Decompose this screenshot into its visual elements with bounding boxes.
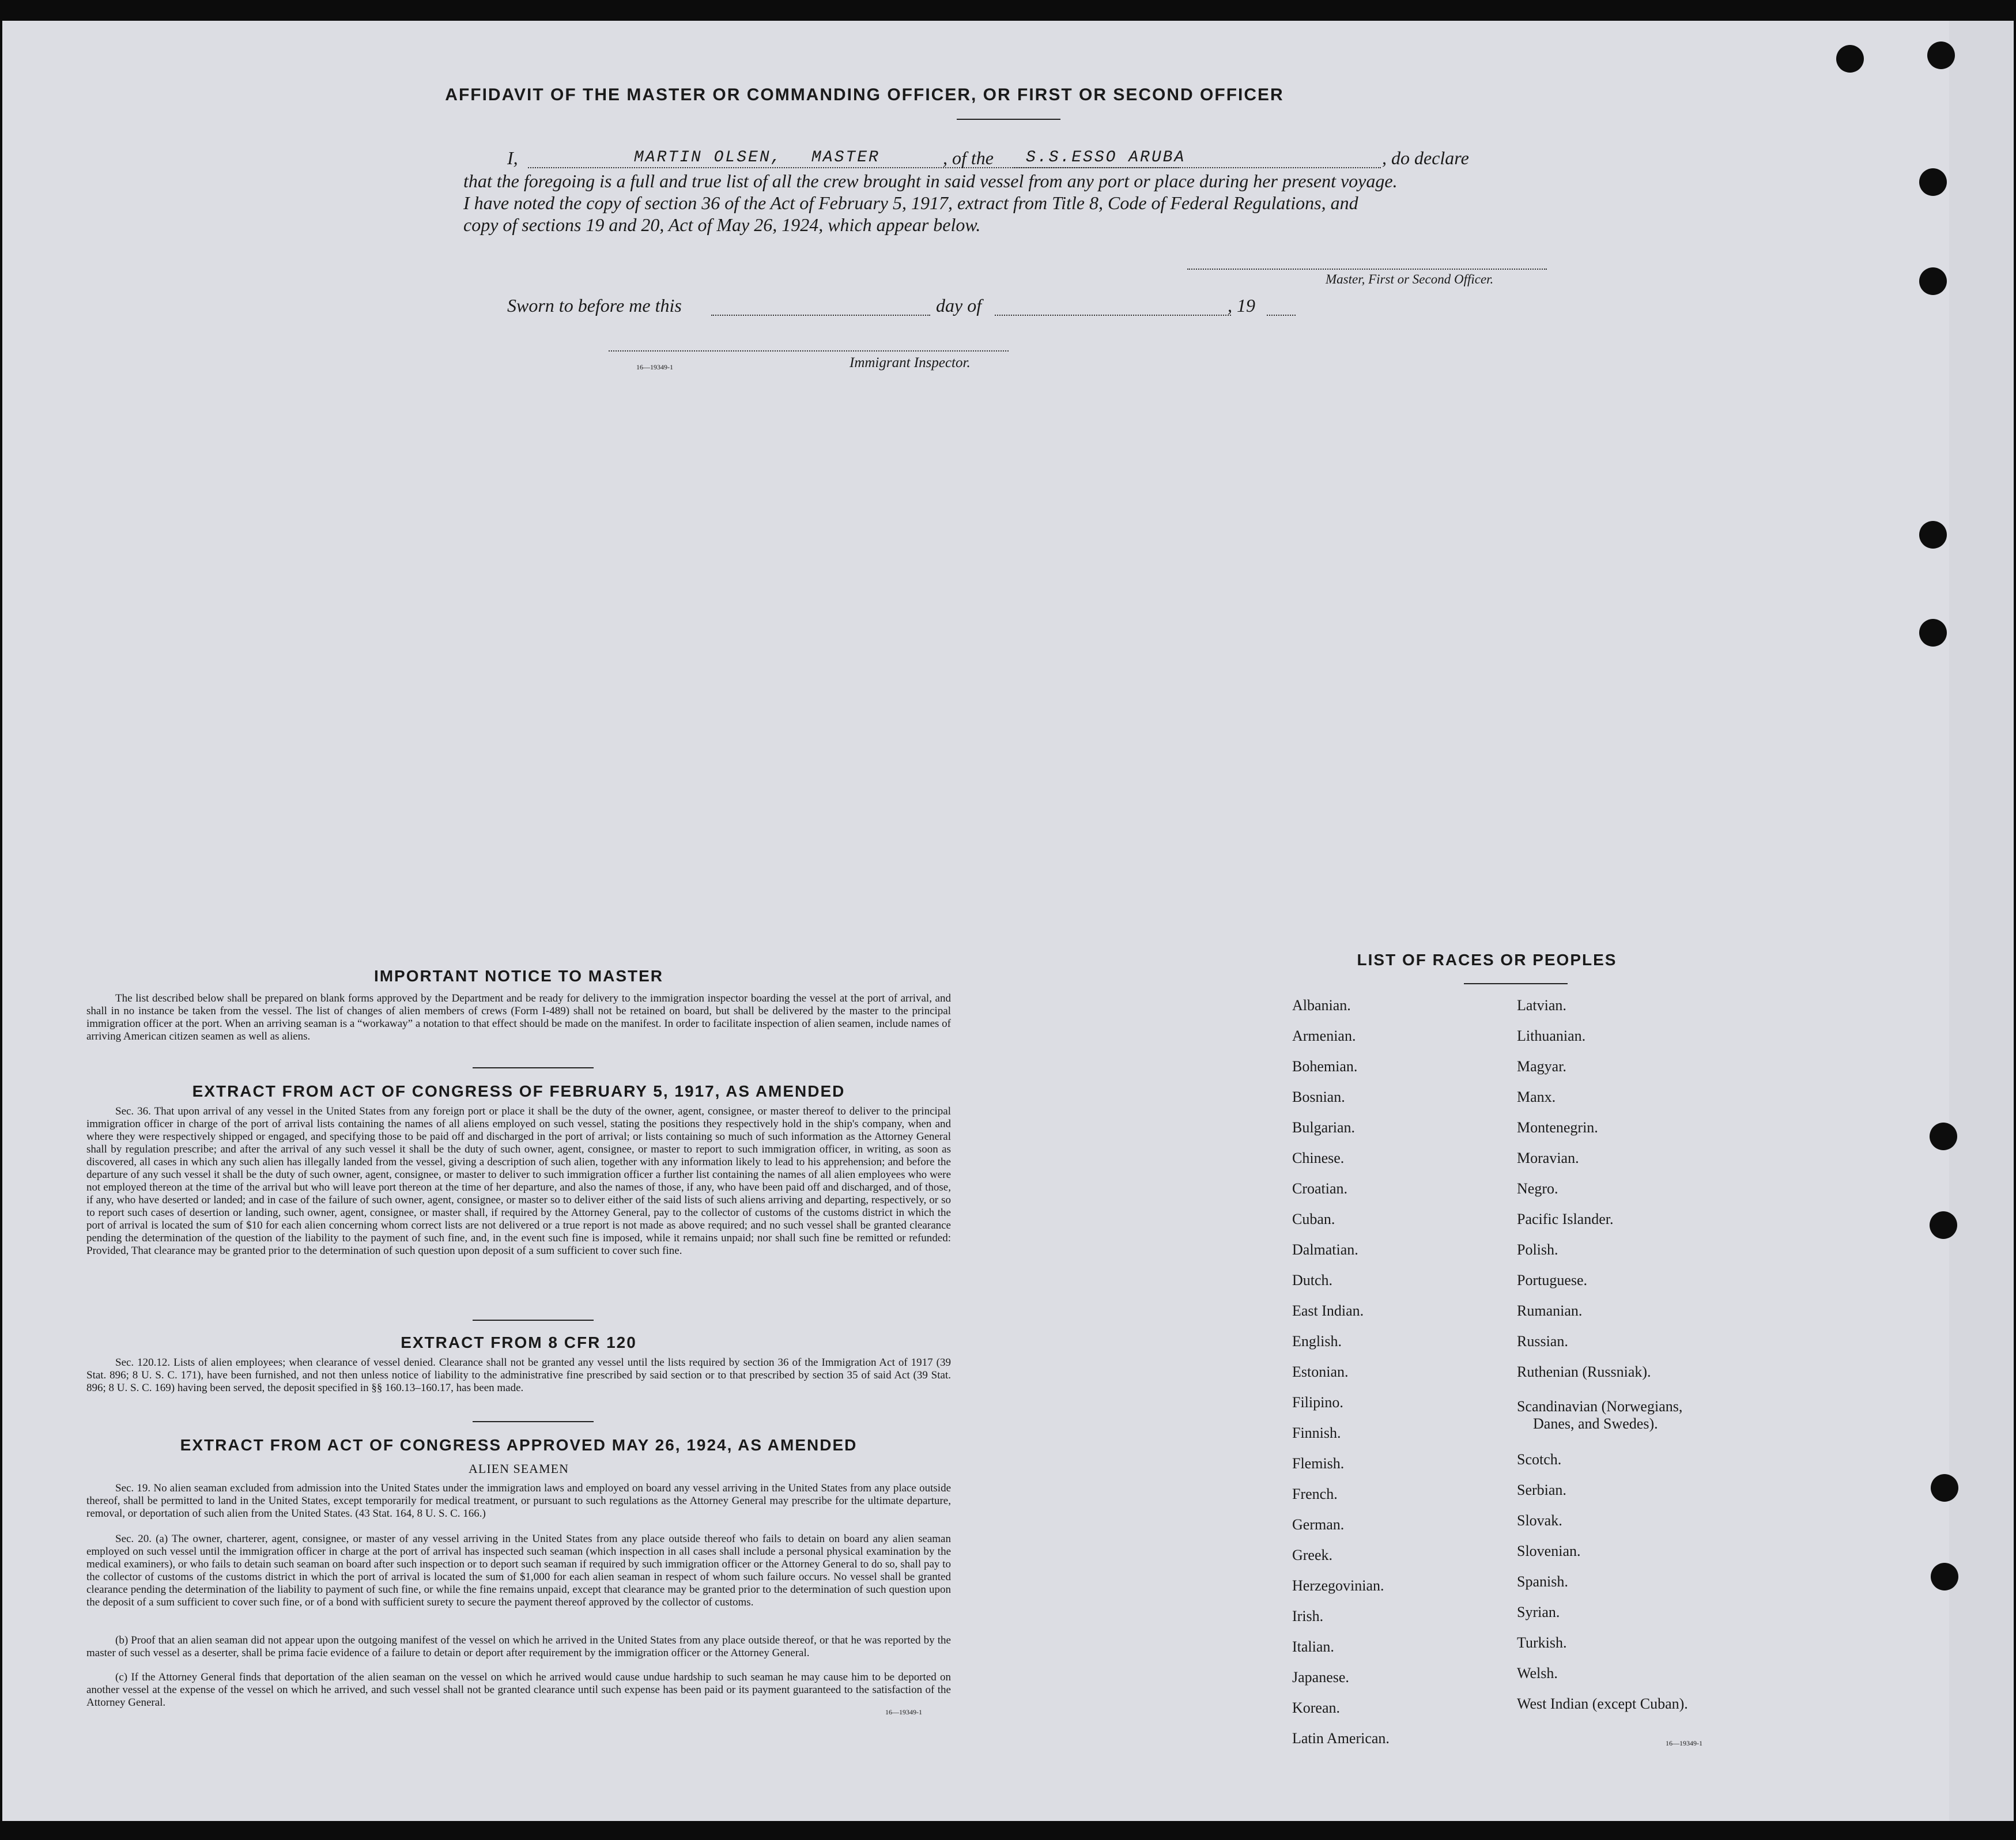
race-item: German. xyxy=(1292,1516,1345,1533)
punch-hole xyxy=(1919,168,1947,196)
race-item: Russian. xyxy=(1517,1333,1568,1350)
race-item: Spanish. xyxy=(1517,1573,1568,1590)
race-item: Negro. xyxy=(1517,1180,1558,1197)
race-item: Herzegovinian. xyxy=(1292,1577,1384,1594)
race-item: Bohemian. xyxy=(1292,1058,1358,1075)
divider xyxy=(473,1067,594,1068)
race-item: Moravian. xyxy=(1517,1150,1579,1166)
punch-hole xyxy=(1930,1123,1957,1150)
race-item: Korean. xyxy=(1292,1699,1341,1716)
year-blank xyxy=(1267,315,1296,316)
day-blank xyxy=(711,315,930,316)
punch-hole xyxy=(1930,1211,1957,1239)
race-item: Irish. xyxy=(1292,1608,1324,1624)
alien-seamen-subtitle: ALIEN SEAMEN xyxy=(469,1461,569,1476)
punch-hole xyxy=(1927,41,1955,69)
inspector-line xyxy=(609,350,1009,352)
sec19-text: Sec. 19. No alien seaman excluded from admission into the United States under the immigration laws and employed on board any vessel arriving in the United States from any place outside thereof, shall be permitted to land in the United States, except temporarily for medical treatment, or pursuant to such regulations as the Attorney General may prescribe for the ultimate departure, removal, or deportation of such alien from the United States. (43 Stat. 164, 8 U. S. C. 166.) xyxy=(86,1482,951,1520)
race-item: French. xyxy=(1292,1486,1338,1502)
race-item: Dutch. xyxy=(1292,1272,1333,1289)
sec20b-text: (b) Proof that an alien seaman did not appear upon the outgoing manifest of the vessel on which he arrived in the United States from any place outside thereof, or that he was reported by the master of such vessel as a deserter, shall be prima facie evidence of a failure to detain or deport after requirement by the immigration officer or the Attorney General. xyxy=(86,1634,951,1659)
race-item: Manx. xyxy=(1517,1089,1556,1105)
race-item: Finnish. xyxy=(1292,1425,1341,1441)
race-item: Latvian. xyxy=(1517,997,1566,1014)
race-item: Estonian. xyxy=(1292,1363,1349,1380)
extract-1924-title: EXTRACT FROM ACT OF CONGRESS APPROVED MAY 26, 1924, AS AMENDED xyxy=(180,1436,858,1454)
race-item: Bulgarian. xyxy=(1292,1119,1356,1136)
race-item: Polish. xyxy=(1517,1241,1558,1258)
notice-text: The list described below shall be prepared on blank forms approved by the Department and be ready for delivery to the immigration inspector boarding the vessel at the port of arrival, and shall in no instance be taken from the vessel. The list of changes of alien members of crews (Form I-489) shall not be retained on board, but shall be delivered by the master to the principal immigration officer at the port. When an arriving seaman is a “workaway” a notation to that effect should be made on the manifest. In order to facilitate inspection of alien seamen, include names of arriving American citizen seamen as well as aliens. xyxy=(86,992,951,1042)
race-item: Serbian. xyxy=(1517,1482,1566,1498)
affidavit-line-4: copy of sections 19 and 20, Act of May 26, 1924, which appear below. xyxy=(463,214,981,235)
inspector-label: Immigrant Inspector. xyxy=(850,355,971,371)
race-item: English. xyxy=(1292,1333,1342,1350)
punch-hole xyxy=(1919,521,1947,549)
race-item: Slovak. xyxy=(1517,1512,1562,1529)
races-title: LIST OF RACES OR PEOPLES xyxy=(1357,951,1617,969)
race-item: Albanian. xyxy=(1292,997,1351,1014)
declarant-line xyxy=(507,148,1550,173)
extract-1917-text: Sec. 36. That upon arrival of any vessel in the United States from any foreign port or place it shall be the duty of the owner, agent, consignee, or master thereof to deliver to the principal immigration officer in charge of the port of arrival lists containing the names of all aliens employed on such vessel, stating the positions they respectively hold in the ship's company, when and where they were respectively shipped or engaged, and specifying those to be paid off and discharged in the port of arrival; or lists containing so much of such information as the Attorney General shall by regulation prescribe; and after the arrival of any such vessel it shall be the duty of such owner, agent, consignee, or master to report to such immigration officer, in writing, as soon as discovered, all cases in which any such alien has illegally landed from the vessel, giving a description of such alien, together with any information likely to lead to his apprehension; and before the departure of any such vessel it shall be the duty of such owner, agent, consignee, or master to deliver to such immigration officer a further list containing the names of all alien employees who were not employed thereon at the time of the arrival but who will leave port thereon at the time of her departure, and also the names of those, if any, who have been paid off and discharged, and of those, if any, who have deserted or landed; and in case of the failure of such owner, agent, consignee, or master so to deliver either of the said lists of such aliens arriving and departing, respectively, or so to report such cases of desertion or landing, such owner, agent, consignee, or master shall, if required by the Attorney General, pay to the collector of customs of the customs district in which the port of arrival is located the sum of $10 for each alien concerning whom correct lists are not delivered or a true report is not made as above required; and no such vessel shall be granted clearance pending the determination of the question of the liability to the payment of such fine, and, in the event such fine is imposed, while it remains unpaid; nor shall such fine be remitted or refunded: Provided, That clearance may be granted prior to the determination of such question upon deposit of a sum sufficient to cover such fine. xyxy=(86,1105,951,1257)
master-role: MASTER xyxy=(811,149,880,167)
form-number: 16—19349-1 xyxy=(1666,1739,1702,1747)
race-item: Scandinavian (Norwegians, xyxy=(1517,1398,1683,1415)
punch-hole xyxy=(1836,45,1864,73)
page-edge xyxy=(1949,21,2014,1821)
race-item: Montenegrin. xyxy=(1517,1119,1598,1136)
sworn-label: Sworn to before me this xyxy=(507,295,682,316)
i-label: I, xyxy=(507,148,518,168)
race-item: Dalmatian. xyxy=(1292,1241,1358,1258)
month-blank xyxy=(995,315,1231,316)
extract-cfr-text: Sec. 120.12. Lists of alien employees; when clearance of vessel denied. Clearance shall not be granted any vessel until the lists required by section 36 of the Immigration Act of 1917 (39 Stat. 896; 8 U. S. C. 171), have been furnished, and not then unless notice of liability to the administrative fine prescribed by said section or to that prescribed by section 35 of said Act (39 Stat. 896; 8 U. S. C. 169) having been served, the deposit specified in §§ 160.13–160.17, has been made. xyxy=(86,1357,951,1394)
race-item: Welsh. xyxy=(1517,1665,1558,1682)
race-item: Croatian. xyxy=(1292,1180,1348,1197)
race-item: East Indian. xyxy=(1292,1302,1364,1319)
of-the-label: , of the xyxy=(943,148,994,168)
sec20a-text: Sec. 20. (a) The owner, charterer, agent, consignee, or master of any vessel arriving in the United States from any place outside thereof who fails to detain on board any alien seaman employed on such vessel until the immigration officer in charge at the port of arrival has inspected such seaman (which inspection in all cases shall include a personal physical examination by the medical examiners), or who fails to detain such seaman on board after such inspection or to deport such seaman if required by such immigration officer or the Attorney General to do so, shall pay to the collector of customs of the customs district in which the port of arrival is located the sum of $1,000 for each alien seaman in respect of whom such failure occurs. No vessel shall be granted clearance pending the determination of the liability to payment of such fine, or while the fine remains unpaid, except that clearance may be granted prior to the determination of such question upon the deposit of a sum sufficient to cover such fine, or of a bond with sufficient surety to secure the payment thereof approved by the collector of customs. xyxy=(86,1533,951,1608)
race-item: Italian. xyxy=(1292,1638,1334,1655)
divider xyxy=(473,1421,594,1422)
race-item: Portuguese. xyxy=(1517,1272,1588,1289)
race-item: Ruthenian (Russniak). xyxy=(1517,1363,1651,1380)
signature-label: Master, First or Second Officer. xyxy=(1326,272,1494,286)
race-item: Turkish. xyxy=(1517,1634,1567,1651)
affidavit-line-2: that the foregoing is a full and true list of all the crew brought in said vessel from any port or place during her present voyage. xyxy=(463,171,1398,191)
race-item: Cuban. xyxy=(1292,1211,1335,1227)
race-item: West Indian (except Cuban). xyxy=(1517,1695,1688,1712)
divider xyxy=(473,1320,594,1321)
notice-title: IMPORTANT NOTICE TO MASTER xyxy=(373,967,664,985)
punch-hole xyxy=(1919,267,1947,295)
race-item: Pacific Islander. xyxy=(1517,1211,1614,1227)
year-label: , 19 xyxy=(1228,295,1255,316)
punch-hole xyxy=(1931,1563,1958,1590)
signature-line xyxy=(1187,269,1547,270)
race-item: Chinese. xyxy=(1292,1150,1345,1166)
punch-hole xyxy=(1931,1474,1958,1502)
race-item: Bosnian. xyxy=(1292,1089,1345,1105)
race-item: Lithuanian. xyxy=(1517,1027,1586,1044)
vessel-name: S.S.ESSO ARUBA xyxy=(1026,149,1186,167)
divider xyxy=(957,119,1060,120)
vessel-blank xyxy=(1012,167,1381,168)
form-number: 16—19349-1 xyxy=(885,1708,922,1716)
affidavit-title: AFFIDAVIT OF THE MASTER OR COMMANDING OFFICER, OR FIRST OR SECOND OFFICER xyxy=(445,85,1284,104)
punch-hole xyxy=(1919,619,1947,647)
race-item: Greek. xyxy=(1292,1547,1333,1563)
race-item: Flemish. xyxy=(1292,1455,1345,1472)
form-number: 16—19349-1 xyxy=(636,363,673,371)
day-of-label: day of xyxy=(936,295,982,316)
master-name: MARTIN OLSEN, xyxy=(634,149,783,167)
divider xyxy=(1464,983,1568,984)
race-item: Latin American. xyxy=(1292,1730,1390,1747)
affidavit-line-3: I have noted the copy of section 36 of the Act of February 5, 1917, extract from Title 8, Code of Federal Regulations, and xyxy=(463,192,1358,213)
race-item: Slovenian. xyxy=(1517,1543,1581,1559)
race-item: Danes, and Swedes). xyxy=(1533,1415,1658,1432)
extract-1917-title: EXTRACT FROM ACT OF CONGRESS OF FEBRUARY 5, 1917, AS AMENDED xyxy=(192,1082,845,1100)
sworn-line xyxy=(507,295,1314,320)
race-item: Japanese. xyxy=(1292,1669,1349,1686)
sec20c-text: (c) If the Attorney General finds that deportation of the alien seaman on the vessel on which he arrived would cause undue hardship to such seaman he may cause him to be deported on another vessel at the expense of the vessel on which he arrived, and such vessel shall not be granted clearance until such expense has been paid or its payment guaranteed to the satisfaction of the Attorney General. xyxy=(86,1671,951,1709)
race-item: Magyar. xyxy=(1517,1058,1566,1075)
race-item: Rumanian. xyxy=(1517,1302,1583,1319)
race-item: Scotch. xyxy=(1517,1451,1562,1468)
race-item: Armenian. xyxy=(1292,1027,1356,1044)
race-item: Syrian. xyxy=(1517,1604,1560,1620)
extract-cfr-title: EXTRACT FROM 8 CFR 120 xyxy=(401,1333,637,1351)
declare-label: , do declare xyxy=(1382,148,1469,168)
race-item: Filipino. xyxy=(1292,1394,1343,1411)
